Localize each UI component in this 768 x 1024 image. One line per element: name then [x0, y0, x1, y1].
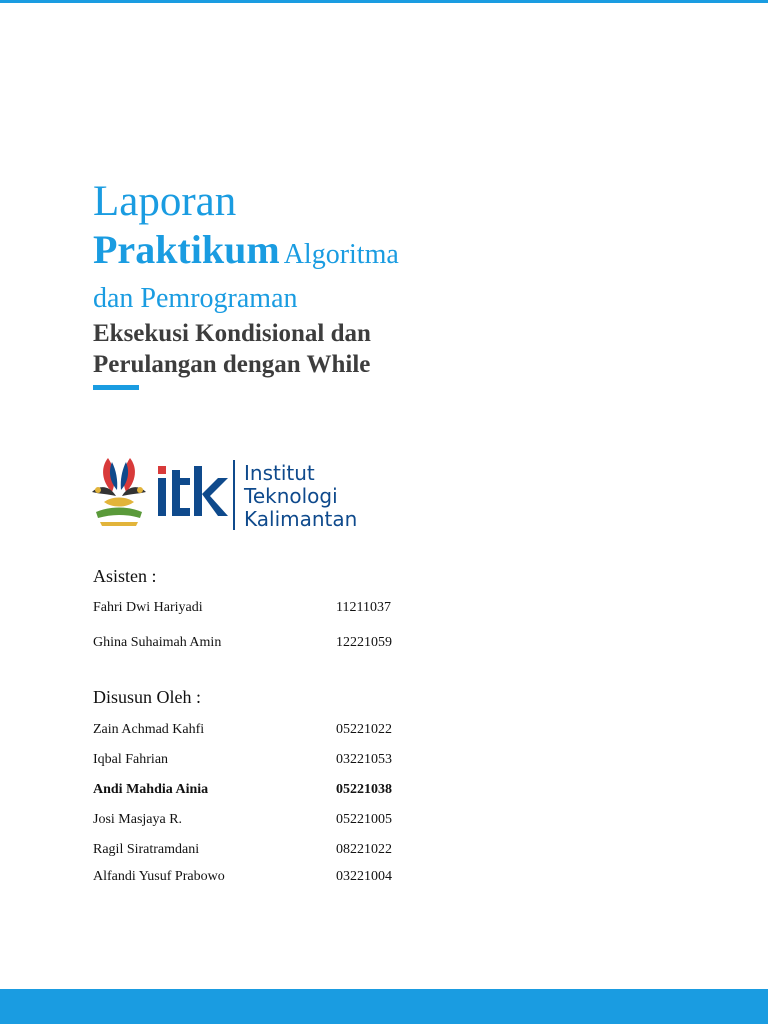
member-row: [93, 812, 513, 832]
report-title: [93, 177, 693, 380]
title-accent-bar: [93, 385, 139, 390]
member-id: 05221005: [336, 812, 392, 827]
logo-institut: Institut: [244, 461, 315, 485]
bottom-accent-band: [0, 989, 768, 1024]
member-name: Andi Mahdia Ainia: [93, 782, 209, 797]
logo-kalimantan: Kalimantan: [244, 507, 358, 531]
member-row: [93, 842, 513, 862]
member-id: 05221038: [336, 782, 392, 797]
member-row: [93, 722, 513, 742]
itk-logo: [86, 452, 376, 532]
title-line-1: Laporan: [93, 178, 237, 225]
title-line-2: [93, 227, 693, 282]
member-id: 03221004: [336, 869, 392, 884]
member-id: 08221022: [336, 842, 392, 857]
top-accent-line: [0, 0, 768, 3]
asisten-row: [93, 600, 513, 620]
title-line-3: dan Pemrograman: [93, 283, 298, 314]
member-name: Alfandi Yusuf Prabowo: [93, 869, 225, 884]
itk-wordmark-icon: [158, 466, 228, 516]
asisten-id: 12221059: [336, 635, 392, 650]
member-row: [93, 752, 513, 772]
member-row-highlighted: [93, 782, 513, 802]
itk-emblem-icon: [92, 458, 146, 526]
member-name: Zain Achmad Kahfi: [93, 722, 205, 737]
member-name: Iqbal Fahrian: [93, 752, 169, 767]
asisten-row: [93, 635, 513, 655]
member-id: 03221053: [336, 752, 392, 767]
title-praktikum: Praktikum: [93, 227, 280, 272]
member-row: [93, 869, 513, 889]
title-algoritma: Algoritma: [283, 239, 399, 270]
asisten-name: Fahri Dwi Hariyadi: [93, 600, 203, 615]
itk-logo-graphic: [86, 452, 376, 532]
asisten-name: Ghina Suhaimah Amin: [93, 635, 222, 650]
asisten-id: 11211037: [336, 600, 391, 615]
asisten-label: Asisten :: [93, 566, 157, 586]
subtitle-line-2: Perulangan dengan While: [93, 351, 371, 378]
member-name: Ragil Siratramdani: [93, 842, 200, 857]
member-name: Josi Masjaya R.: [93, 812, 183, 827]
logo-teknologi: Teknologi: [244, 484, 338, 508]
disusun-label: Disusun Oleh :: [93, 687, 201, 707]
member-id: 05221022: [336, 722, 392, 737]
subtitle-line-1: Eksekusi Kondisional dan: [93, 320, 371, 347]
